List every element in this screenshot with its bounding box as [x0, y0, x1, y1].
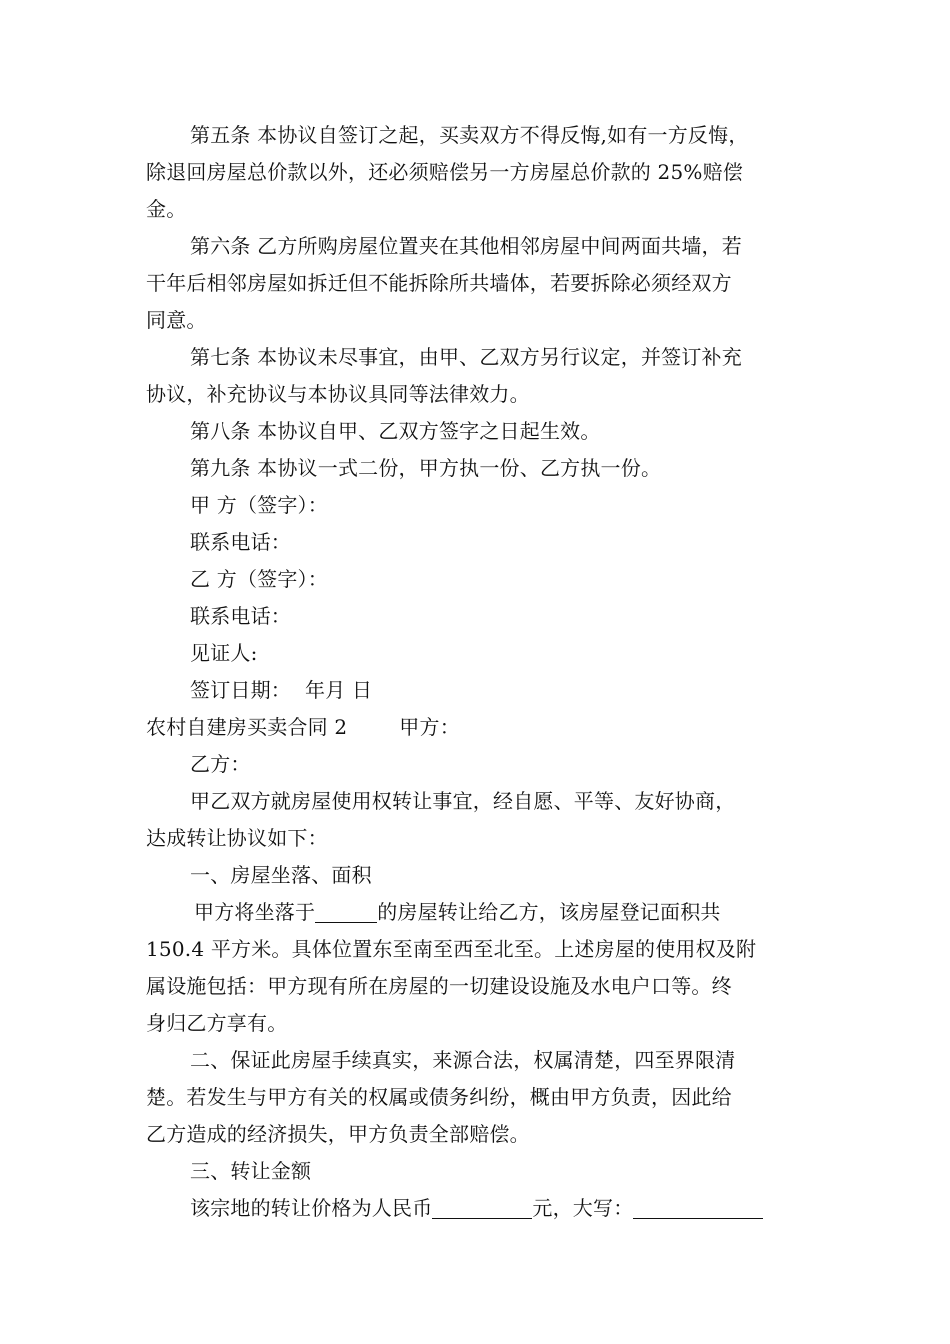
text-line: 150.4 平方米。具体位置东至南至西至北至。上述房屋的使用权及附 [146, 937, 757, 961]
witness-line: 见证人: [190, 641, 258, 665]
text-line: 除退回房屋总价款以外，还必须赔偿另一方房屋总价款的 25%赔偿 [146, 160, 744, 184]
price-line [146, 1190, 806, 1227]
section-heading: 农村自建房买卖合同 2 [146, 715, 348, 739]
price-blank [432, 1196, 532, 1219]
text-line: 干年后相邻房屋如拆迁但不能拆除所共墙体，若要拆除必须经双方 [146, 271, 732, 295]
clause-heading: 三、转让金额 [190, 1159, 312, 1183]
text-line: 身归乙方享有。 [146, 1011, 288, 1035]
contact-phone-a: 联系电话： [190, 530, 291, 554]
text-fragment: 元，大写： [532, 1196, 634, 1220]
signing-date-label: 签订日期： [190, 678, 291, 702]
contact-phone-b: 联系电话： [190, 604, 291, 628]
text-line: 同意。 [146, 308, 207, 332]
text-line: 属设施包括：甲方现有所在房屋的一切建设设施及水电户口等。终 [146, 974, 732, 998]
location-line [146, 894, 806, 931]
text-line: 第六条 乙方所购房屋位置夹在其他相邻房屋中间两面共墙，若 [190, 234, 742, 258]
signature-party-b: 乙 方（签字）： [190, 567, 328, 591]
document-page [146, 117, 806, 1227]
signature-party-a: 甲 方（签字）： [190, 493, 328, 517]
text-line: 二、保证此房屋手续真实，来源合法，权属清楚，四至界限清 [190, 1048, 736, 1072]
text-line: 楚。若发生与甲方有关的权属或债务纠纷，概由甲方负责，因此给 [146, 1085, 732, 1109]
text-line: 第五条 本协议自签订之起，买卖双方不得反悔,如有一方反悔， [190, 123, 749, 147]
text-line: 第九条 本协议一式二份，甲方执一份、乙方执一份。 [190, 456, 662, 480]
section-heading-line [146, 709, 806, 746]
price-words-blank [633, 1196, 763, 1219]
text-line: 甲乙双方就房屋使用权转让事宜，经自愿、平等、友好协商， [190, 789, 736, 813]
party-a-label: 甲方： [399, 715, 460, 739]
signing-date-value: 年月 日 [305, 678, 373, 702]
text-line: 乙方造成的经济损失，甲方负责全部赔偿。 [146, 1122, 530, 1146]
text-line: 第八条 本协议自甲、乙双方签字之日起生效。 [190, 419, 601, 443]
signing-date-line [146, 672, 806, 709]
text-fragment: 甲方将坐落于 [194, 900, 316, 924]
party-b-label: 乙方： [190, 752, 251, 776]
text-fragment: 的房屋转让给乙方，该房屋登记面积共 [377, 900, 721, 924]
location-blank [315, 900, 377, 923]
text-line: 第七条 本协议未尽事宜，由甲、乙双方另行议定，并签订补充 [190, 345, 742, 369]
text-line: 达成转让协议如下： [146, 826, 328, 850]
text-line: 金。 [146, 197, 187, 221]
text-fragment: 该宗地的转让价格为人民币 [190, 1196, 433, 1220]
text-line: 协议，补充协议与本协议具同等法律效力。 [146, 382, 530, 406]
clause-heading: 一、房屋坐落、面积 [190, 863, 372, 887]
